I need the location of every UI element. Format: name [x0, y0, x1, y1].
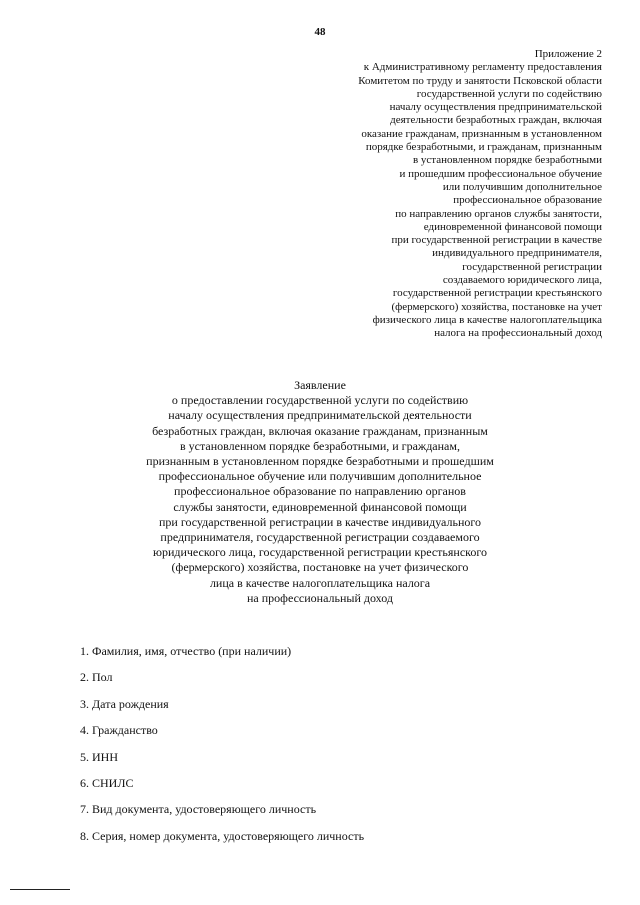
appendix-line: единовременной финансовой помощи — [423, 220, 602, 233]
field-snils: 6. СНИЛС — [80, 775, 134, 790]
appendix-line: физического лица в качестве налогоплательщика — [372, 313, 602, 326]
statement-line: признанным в установленном порядке безработными и прошедшим — [146, 454, 494, 469]
appendix-line: создаваемого юридического лица, — [442, 274, 602, 287]
statement-line: профессиональное образование по направлению органов — [174, 484, 466, 499]
statement-line: на профессиональный доход — [247, 590, 393, 605]
appendix-line: государственной регистрации крестьянского — [392, 287, 602, 300]
statement-line: профессиональное обучение или получившим дополнительное — [158, 469, 482, 484]
form-fields-list — [80, 643, 560, 854]
statement-line: в установленном порядке безработными, и гражданам, — [180, 438, 460, 453]
field-birth-date: 3. Дата рождения — [80, 696, 169, 711]
field-citizenship: 4. Гражданство — [80, 723, 158, 738]
appendix-line: Комитетом по труду и занятости Псковской области — [358, 74, 602, 87]
statement-line: лица в качестве налогоплательщика налога — [209, 575, 431, 590]
field-full-name: 1. Фамилия, имя, отчество (при наличии) — [80, 644, 292, 658]
statement-line: (фермерского) хозяйства, постановке на учет физического — [171, 560, 469, 575]
field-id-document-number: 8. Серия, номер документа, удостоверяющего личность — [80, 828, 365, 843]
field-sex: 2. Пол — [80, 670, 113, 685]
footnote-divider — [10, 889, 70, 890]
appendix-line: оказание гражданам, признанным в установленном — [361, 127, 602, 140]
appendix-line: по направлению органов службы занятости, — [395, 207, 602, 220]
appendix-header — [302, 48, 602, 341]
appendix-line: (фермерского) хозяйства, постановке на учет — [391, 300, 602, 313]
statement-line: при государственной регистрации в качестве индивидуального — [158, 514, 481, 529]
field-inn: 5. ИНН — [80, 749, 118, 764]
page-number: 48 — [314, 26, 326, 38]
statement-block — [120, 378, 520, 606]
appendix-line: деятельности безработных граждан, включая — [390, 114, 602, 127]
appendix-line: индивидуального предпринимателя, — [432, 247, 602, 260]
appendix-line: налога на профессиональный доход — [434, 327, 602, 340]
appendix-line: при государственной регистрации в качестве — [391, 234, 602, 247]
appendix-line: к Административному регламенту предоставления — [363, 61, 602, 74]
appendix-line: или получившим дополнительное — [442, 180, 602, 193]
appendix-line: профессиональное образование — [453, 194, 602, 207]
statement-line: началу осуществления предпринимательской деятельности — [168, 408, 472, 423]
appendix-line: Приложение 2 — [534, 48, 602, 60]
field-id-document-type: 7. Вид документа, удостоверяющего личность — [80, 802, 317, 817]
appendix-line: порядке безработными, и гражданам, признанным — [365, 141, 602, 154]
statement-line: предпринимателя, государственной регистрации создаваемого — [160, 530, 480, 545]
statement-line: службы занятости, единовременной финансовой помощи — [173, 499, 467, 514]
statement-line: юридического лица, государственной регистрации крестьянского — [152, 545, 487, 560]
appendix-line: началу осуществления предпринимательской — [389, 101, 602, 114]
statement-line: о предоставлении государственной услуги по содействию — [171, 393, 469, 408]
statement-line: безработных граждан, включая оказание гражданам, признанным — [152, 423, 488, 438]
appendix-line: государственной услуги по содействию — [416, 87, 602, 100]
appendix-line: в установленном порядке безработными — [412, 154, 602, 167]
statement-title: Заявление — [294, 378, 346, 392]
appendix-line: и прошедшим профессиональное обучение — [399, 167, 602, 180]
appendix-line: государственной регистрации — [462, 260, 602, 273]
